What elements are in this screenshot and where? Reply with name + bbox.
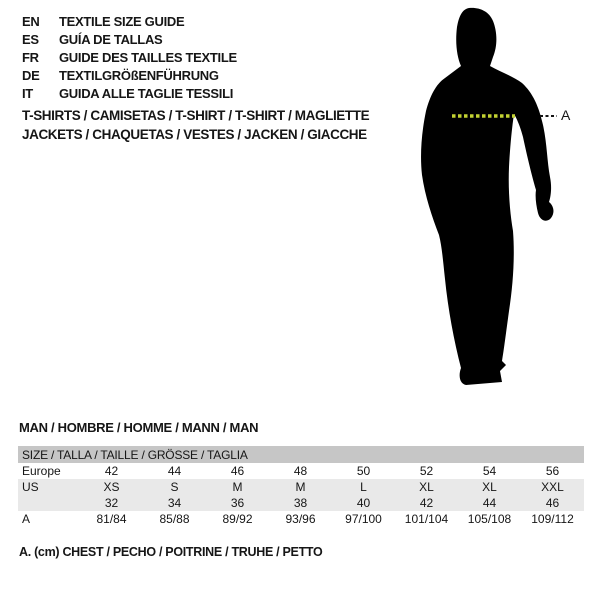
row-label: US xyxy=(22,480,39,494)
size-table xyxy=(18,444,584,527)
row-label: A xyxy=(22,512,31,526)
language-list xyxy=(22,13,237,103)
language-code: FR xyxy=(22,50,39,65)
size-cell: L xyxy=(360,480,367,494)
man-silhouette xyxy=(410,5,585,389)
language-code: EN xyxy=(22,14,40,29)
size-cell: 54 xyxy=(482,464,497,478)
table-row-chest-a xyxy=(18,511,584,527)
size-table-header: SIZE / TALLA / TAILLE / GRÖSSE / TAGLIA xyxy=(18,445,584,463)
garment-categories xyxy=(22,106,369,144)
section-title: MAN / HOMBRE / HOMME / MANN / MAN xyxy=(19,420,259,435)
size-cell: 89/92 xyxy=(222,512,253,526)
size-cell: XL xyxy=(482,480,497,494)
size-cell: XXL xyxy=(541,480,564,494)
language-label: TEXTILGRÖßENFÜHRUNG xyxy=(59,68,219,83)
size-cell: 93/96 xyxy=(285,512,316,526)
size-cell: 81/84 xyxy=(96,512,127,526)
size-cell: 40 xyxy=(356,496,371,510)
language-label: GUIDA ALLE TAGLIE TESSILI xyxy=(59,86,234,101)
language-label: GUIDE DES TAILLES TEXTILE xyxy=(59,50,237,65)
language-row-en xyxy=(22,13,237,31)
language-label: TEXTILE SIZE GUIDE xyxy=(59,14,185,29)
measurement-footnote: A. (cm) CHEST / PECHO / POITRINE / TRUHE / PETTO xyxy=(19,545,323,559)
category-line-tshirts: T-SHIRTS / CAMISETAS / T-SHIRT / T-SHIRT / MAGLIETTE xyxy=(22,108,370,123)
size-cell: 44 xyxy=(482,496,497,510)
size-cell: 38 xyxy=(293,496,308,510)
language-code: ES xyxy=(22,32,39,47)
size-cell: XS xyxy=(103,480,120,494)
measure-label-a: A xyxy=(561,107,571,123)
row-label: Europe xyxy=(22,464,61,478)
size-cell: 44 xyxy=(167,464,182,478)
language-row-it xyxy=(22,85,237,103)
size-cell: 56 xyxy=(545,464,560,478)
size-cell: M xyxy=(232,480,243,494)
size-cell: XL xyxy=(419,480,434,494)
language-row-fr xyxy=(22,49,237,67)
size-cell: 46 xyxy=(230,464,245,478)
language-row-de xyxy=(22,67,237,85)
table-row-us-numeric xyxy=(18,495,584,511)
size-cell: S xyxy=(170,480,179,494)
table-row-europe xyxy=(18,463,584,479)
row-label xyxy=(18,495,80,511)
size-cell: 36 xyxy=(230,496,245,510)
size-cell: 46 xyxy=(545,496,560,510)
language-label: GUÍA DE TALLAS xyxy=(59,32,163,47)
size-cell: 48 xyxy=(293,464,308,478)
language-code: DE xyxy=(22,68,40,83)
size-cell: 85/88 xyxy=(159,512,190,526)
man-silhouette-shape xyxy=(421,8,553,385)
size-cell: 52 xyxy=(419,464,434,478)
table-row-us xyxy=(18,479,584,495)
size-cell: 34 xyxy=(167,496,182,510)
size-cell: 105/108 xyxy=(467,512,512,526)
language-code: IT xyxy=(22,86,33,101)
size-cell: 109/112 xyxy=(531,512,574,526)
size-cell: 97/100 xyxy=(345,512,382,526)
size-cell: 50 xyxy=(356,464,371,478)
size-cell: 42 xyxy=(104,464,119,478)
size-table-header-row xyxy=(18,445,584,463)
size-cell: 101/104 xyxy=(404,512,449,526)
size-cell: 32 xyxy=(104,496,119,510)
category-line-jackets: JACKETS / CHAQUETAS / VESTES / JACKEN / GIACCHE xyxy=(22,127,367,142)
size-cell: M xyxy=(295,480,306,494)
size-cell: 42 xyxy=(419,496,434,510)
language-row-es xyxy=(22,31,237,49)
